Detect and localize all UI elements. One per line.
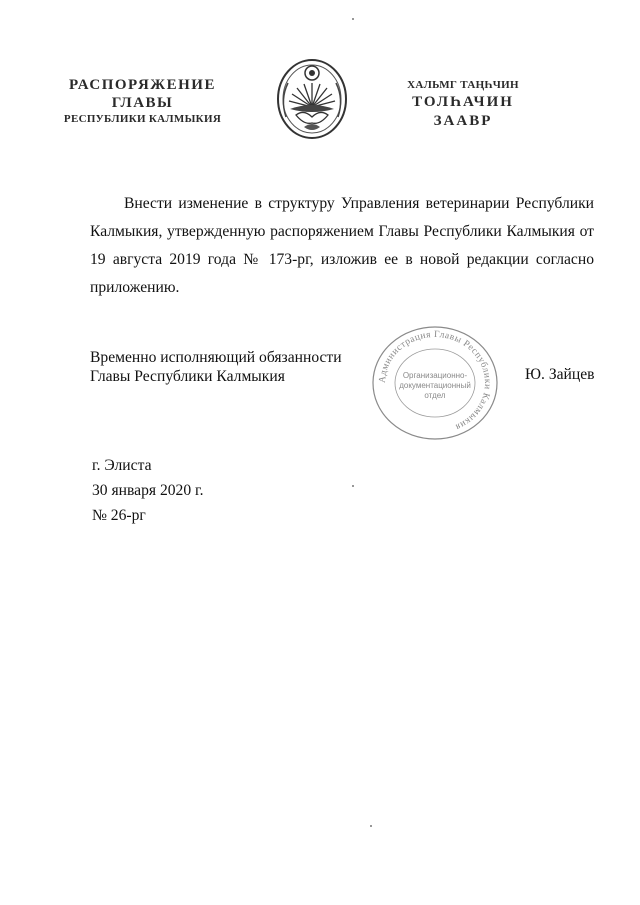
signatory-position-line1: Временно исполняющий обязанности: [90, 349, 342, 366]
header-right-line3: ЗААВР: [433, 113, 493, 129]
order-text: Внести изменение в структуру Управления ветеринарии Республики Калмыкия, утвержденную распоряжением Главы Республики Калмыкия от 19 августа 2019 года № 173-рг, изложив ее в новой редакции согласно приложению.: [90, 195, 594, 296]
issue-details: [92, 453, 204, 528]
signatory-position-line2: Главы Республики Калмыкия: [90, 368, 285, 385]
order-number: № 26-рг: [92, 507, 146, 524]
signatory-position: [90, 348, 342, 386]
coat-of-arms-icon: [274, 57, 350, 141]
issue-date: 30 января 2020 г.: [92, 482, 204, 499]
scan-mark: [352, 18, 354, 20]
header-right: [398, 78, 528, 130]
header-left-title: РАСПОРЯЖЕНИЕ: [69, 77, 216, 93]
header-left-region: РЕСПУБЛИКИ КАЛМЫКИЯ: [63, 113, 222, 125]
header-left: [60, 76, 225, 127]
stamp-inner-line3: отдел: [424, 391, 446, 400]
stamp-outer-text: Администрация Главы Республики Калмыкия: [377, 329, 493, 432]
scan-mark: [370, 825, 372, 827]
issue-city: г. Элиста: [92, 457, 152, 474]
stamp: [368, 322, 502, 444]
header-right-line1: ХАЛЬМГ ТАҢҺЧИН: [407, 79, 519, 91]
stamp-inner-line1: Организационно-: [402, 371, 468, 380]
header-left-subtitle: ГЛАВЫ: [111, 95, 174, 111]
signatory-name: Ю. Зайцев: [525, 366, 595, 383]
scan-mark: [352, 485, 354, 487]
header-right-line2: ТОЛҺАЧИН: [412, 94, 514, 110]
stamp-inner-line2: документационный: [399, 381, 471, 390]
